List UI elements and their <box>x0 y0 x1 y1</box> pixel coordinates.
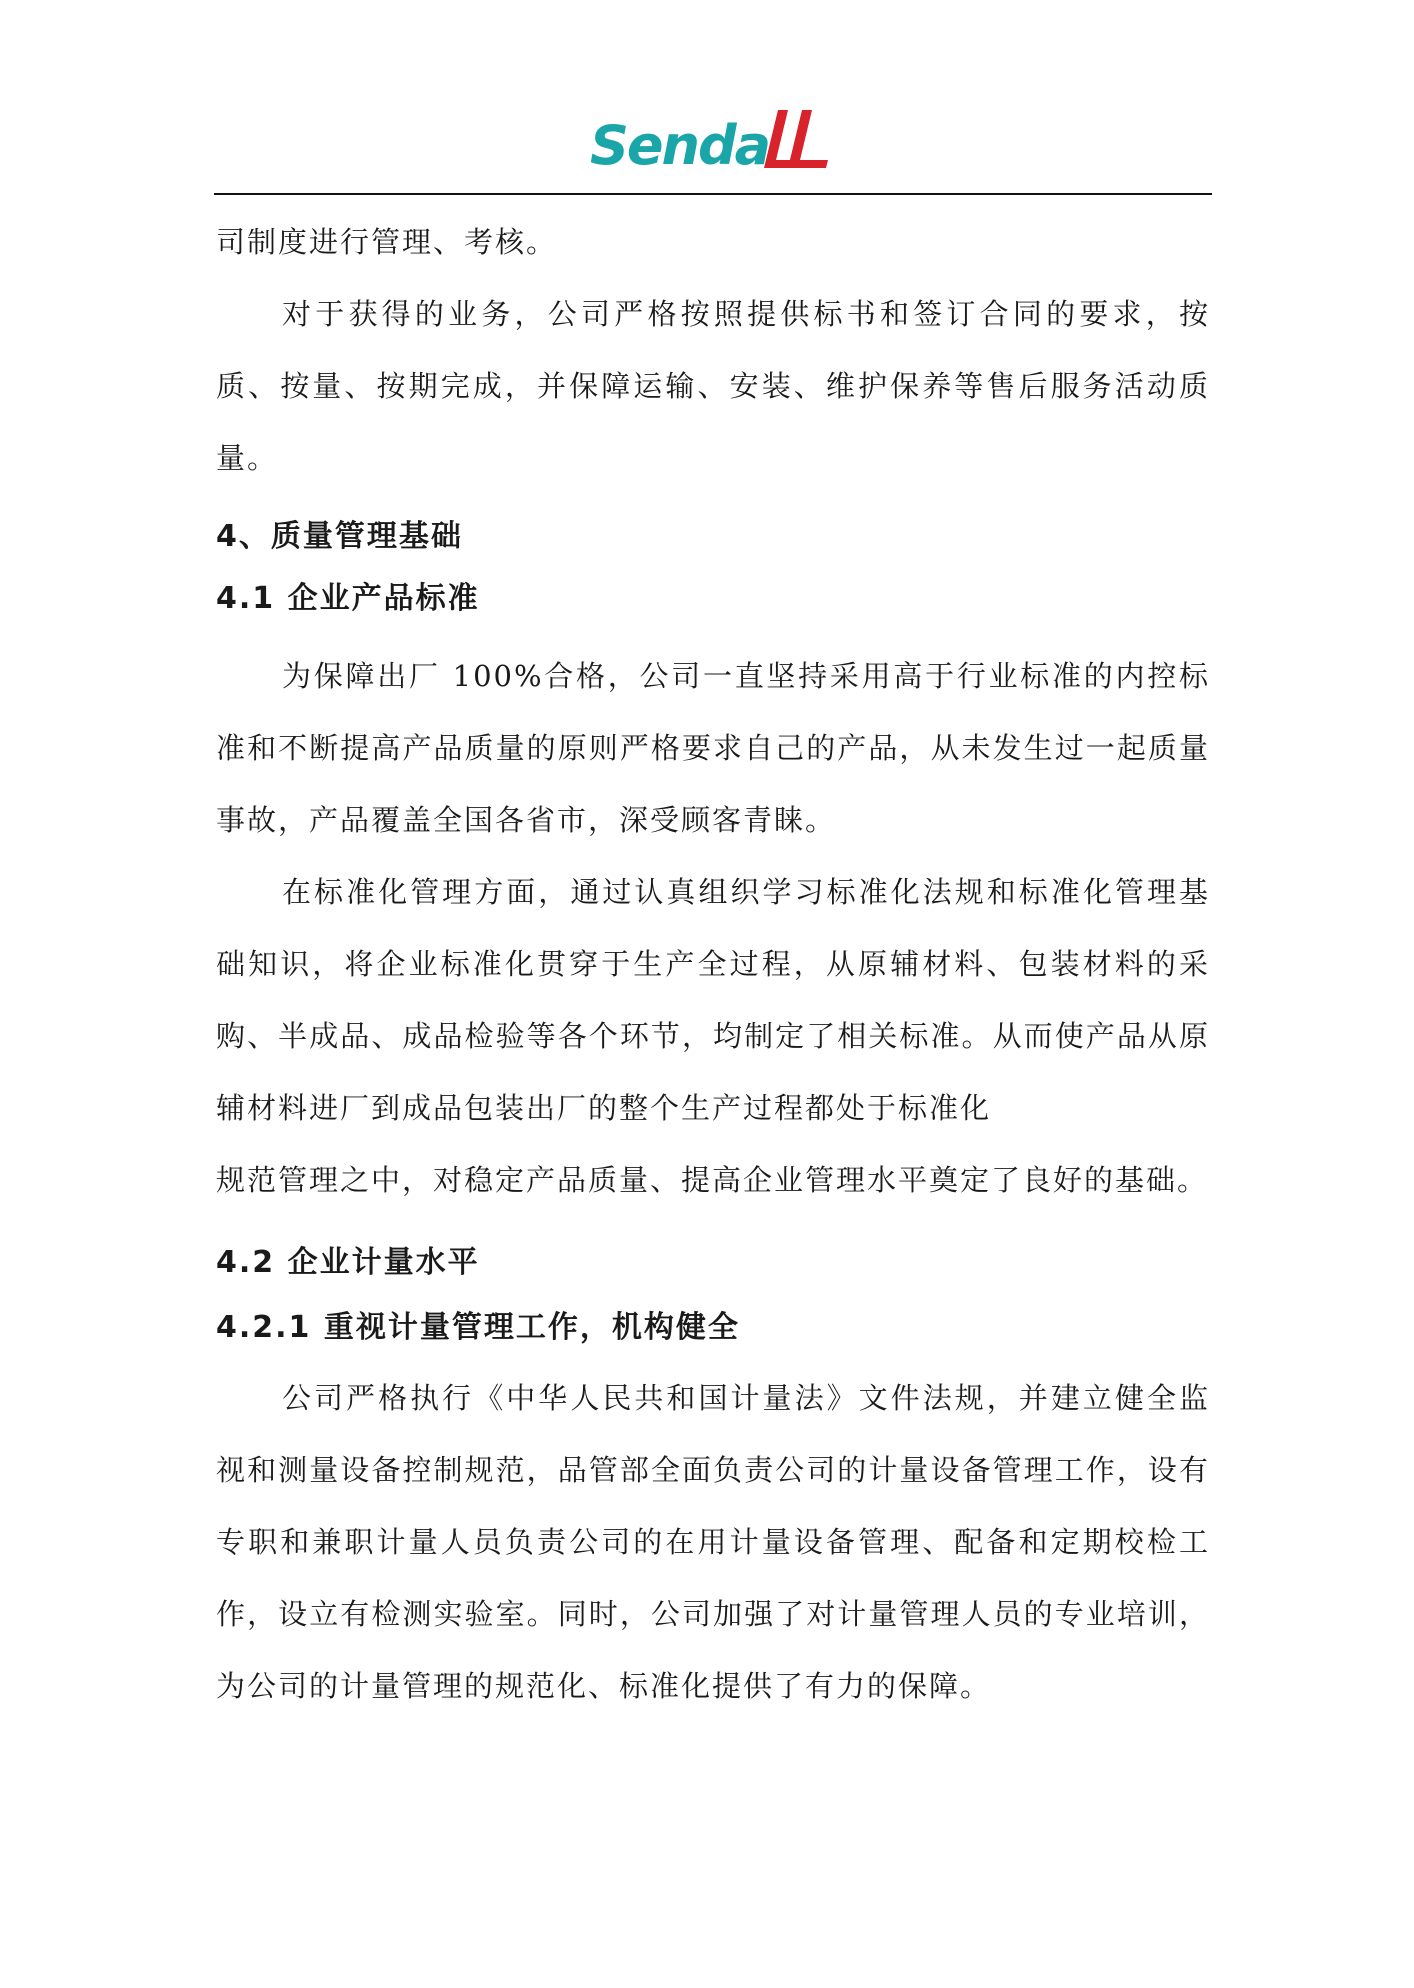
svg-text:Senda: Senda <box>590 114 770 177</box>
header-rule <box>214 193 1212 195</box>
subsection-heading: 4.1 企业产品标准 <box>216 581 480 616</box>
paragraph: 对于获得的业务，公司严格按照提供标书和签订合同的要求，按质、按量、按期完成，并保障运输、安装、维护保养等售后服务活动质量。 <box>216 297 1210 475</box>
company-logo <box>590 98 850 178</box>
paragraph: 司制度进行管理、考核。 <box>216 225 558 259</box>
subsubsection-heading: 4.2.1 重视计量管理工作，机构健全 <box>216 1310 740 1345</box>
subsection-heading: 4.2 企业计量水平 <box>216 1245 480 1280</box>
section-heading: 4、质量管理基础 <box>216 519 463 554</box>
paragraph: 为保障出厂 100%合格，公司一直坚持采用高于行业标准的内控标准和不断提高产品质量的原则严格要求自己的产品，从未发生过一起质量事故，产品覆盖全国各省市，深受顾客青睐。 <box>216 659 1210 837</box>
paragraph: 在标准化管理方面，通过认真组织学习标准化法规和标准化管理基础知识，将企业标准化贯穿于生产全过程，从原辅材料、包装材料的采购、半成品、成品检验等各个环节，均制定了相关标准。从而使产品从原辅材料进厂到成品包装出厂的整个生产过程都处于标准化 <box>216 875 1210 1125</box>
paragraph: 公司严格执行《中华人民共和国计量法》文件法规，并建立健全监视和测量设备控制规范，品管部全面负责公司的计量设备管理工作，设有专职和兼职计量人员负责公司的在用计量设备管理、配备和定期校检工作，设立有检测实验室。同时，公司加强了对计量管理人员的专业培训，为公司的计量管理的规范化、标准化提供了有力的保障。 <box>216 1381 1210 1703</box>
document-body <box>216 206 1210 1722</box>
paragraph: 规范管理之中，对稳定产品质量、提高企业管理水平奠定了良好的基础。 <box>216 1163 1209 1197</box>
